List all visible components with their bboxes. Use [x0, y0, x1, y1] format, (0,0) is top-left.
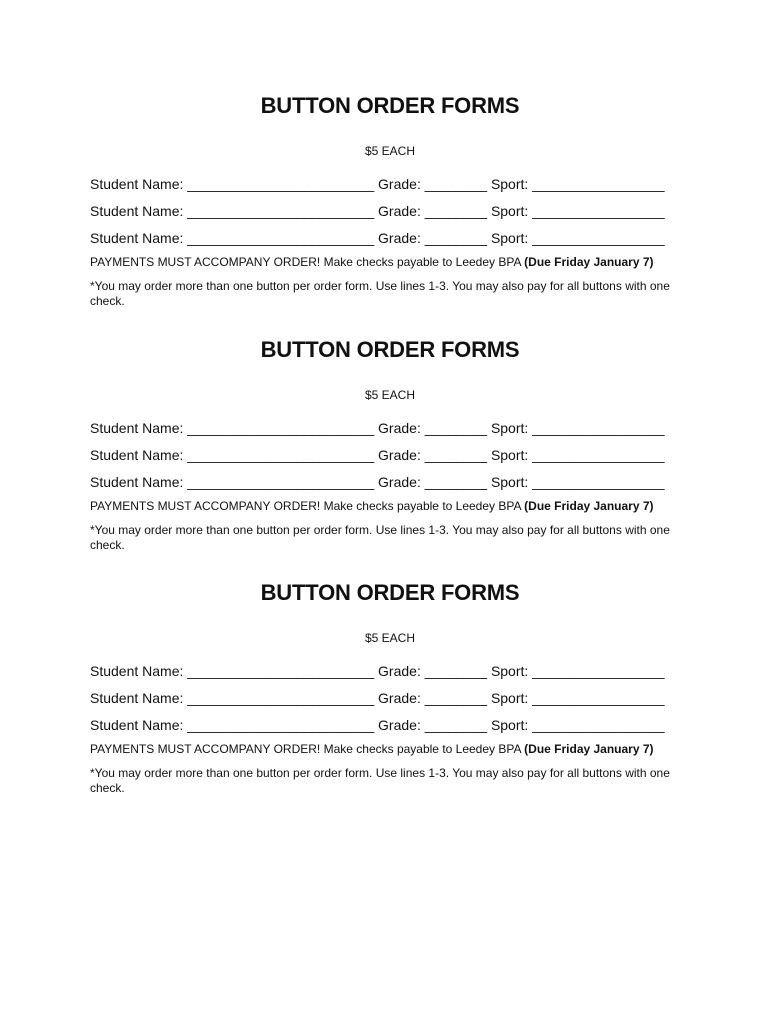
sport-blank: _________________ [532, 447, 665, 463]
student-name-label: Student Name: [90, 663, 184, 679]
grade-blank: ________ [424, 230, 488, 246]
price-label: $5 EACH [364, 388, 416, 402]
order-note: *You may order more than one button per order form. Use lines 1-3. You may also pay for all buttons with one check. [90, 279, 670, 308]
order-line-1 [90, 419, 690, 437]
grade-blank: ________ [424, 474, 488, 490]
sport-blank: _________________ [532, 690, 665, 706]
student-name-label: Student Name: [90, 474, 184, 490]
grade-label: Grade: [378, 474, 421, 490]
form-title: BUTTON ORDER FORMS [260, 93, 520, 118]
grade-label: Grade: [378, 690, 421, 706]
due-date: (Due Friday January 7) [524, 499, 654, 513]
grade-label: Grade: [378, 420, 421, 436]
grade-blank: ________ [424, 203, 488, 219]
sport-label: Sport: [490, 447, 529, 463]
grade-blank: ________ [424, 420, 488, 436]
order-line-2 [90, 446, 690, 464]
sport-label: Sport: [490, 663, 529, 679]
sport-label: Sport: [490, 690, 529, 706]
sport-label: Sport: [490, 176, 529, 192]
student-name-blank: ________________________ [187, 420, 375, 436]
form-title: BUTTON ORDER FORMS [260, 337, 520, 362]
price-label: $5 EACH [364, 144, 416, 158]
order-line-1 [90, 662, 690, 680]
student-name-blank: ________________________ [187, 203, 375, 219]
student-name-blank: ________________________ [187, 663, 375, 679]
form-title: BUTTON ORDER FORMS [260, 580, 520, 605]
order-line-3 [90, 473, 690, 491]
payment-notice [90, 499, 682, 514]
student-name-blank: ________________________ [187, 176, 375, 192]
grade-label: Grade: [378, 447, 421, 463]
sport-blank: _________________ [532, 717, 665, 733]
grade-blank: ________ [424, 663, 488, 679]
grade-label: Grade: [378, 230, 421, 246]
student-name-label: Student Name: [90, 203, 184, 219]
student-name-label: Student Name: [90, 717, 184, 733]
student-name-blank: ________________________ [187, 690, 375, 706]
sport-label: Sport: [490, 420, 529, 436]
order-form-3 [90, 579, 690, 796]
order-note: *You may order more than one button per order form. Use lines 1-3. You may also pay for all buttons with one check. [90, 523, 670, 552]
student-name-label: Student Name: [90, 420, 184, 436]
sport-blank: _________________ [532, 230, 665, 246]
order-lines [90, 662, 690, 734]
order-line-3 [90, 716, 690, 734]
grade-label: Grade: [378, 176, 421, 192]
student-name-label: Student Name: [90, 176, 184, 192]
payment-notice [90, 742, 682, 757]
due-date: (Due Friday January 7) [524, 742, 654, 756]
sport-blank: _________________ [532, 203, 665, 219]
payment-notice [90, 255, 682, 270]
grade-label: Grade: [378, 203, 421, 219]
sport-label: Sport: [490, 230, 529, 246]
order-line-2 [90, 689, 690, 707]
order-form-1 [90, 92, 690, 309]
price-label: $5 EACH [364, 631, 416, 645]
sport-label: Sport: [490, 474, 529, 490]
order-lines [90, 419, 690, 491]
sport-blank: _________________ [532, 663, 665, 679]
order-line-3 [90, 229, 690, 247]
grade-label: Grade: [378, 717, 421, 733]
payment-text: PAYMENTS MUST ACCOMPANY ORDER! Make checks payable to Leedey BPA [90, 255, 525, 269]
payment-text: PAYMENTS MUST ACCOMPANY ORDER! Make checks payable to Leedey BPA [90, 499, 525, 513]
sport-blank: _________________ [532, 474, 665, 490]
student-name-blank: ________________________ [187, 447, 375, 463]
student-name-label: Student Name: [90, 447, 184, 463]
sport-label: Sport: [490, 717, 529, 733]
student-name-blank: ________________________ [187, 717, 375, 733]
student-name-blank: ________________________ [187, 474, 375, 490]
grade-label: Grade: [378, 663, 421, 679]
sport-label: Sport: [490, 203, 529, 219]
grade-blank: ________ [424, 176, 488, 192]
sport-blank: _________________ [532, 176, 665, 192]
order-note: *You may order more than one button per order form. Use lines 1-3. You may also pay for all buttons with one check. [90, 766, 670, 795]
sport-blank: _________________ [532, 420, 665, 436]
grade-blank: ________ [424, 690, 488, 706]
student-name-label: Student Name: [90, 690, 184, 706]
grade-blank: ________ [424, 717, 488, 733]
student-name-label: Student Name: [90, 230, 184, 246]
student-name-blank: ________________________ [187, 230, 375, 246]
payment-text: PAYMENTS MUST ACCOMPANY ORDER! Make checks payable to Leedey BPA [90, 742, 525, 756]
order-line-2 [90, 202, 690, 220]
due-date: (Due Friday January 7) [524, 255, 654, 269]
order-form-2 [90, 336, 690, 553]
grade-blank: ________ [424, 447, 488, 463]
order-line-1 [90, 175, 690, 193]
order-lines [90, 175, 690, 247]
